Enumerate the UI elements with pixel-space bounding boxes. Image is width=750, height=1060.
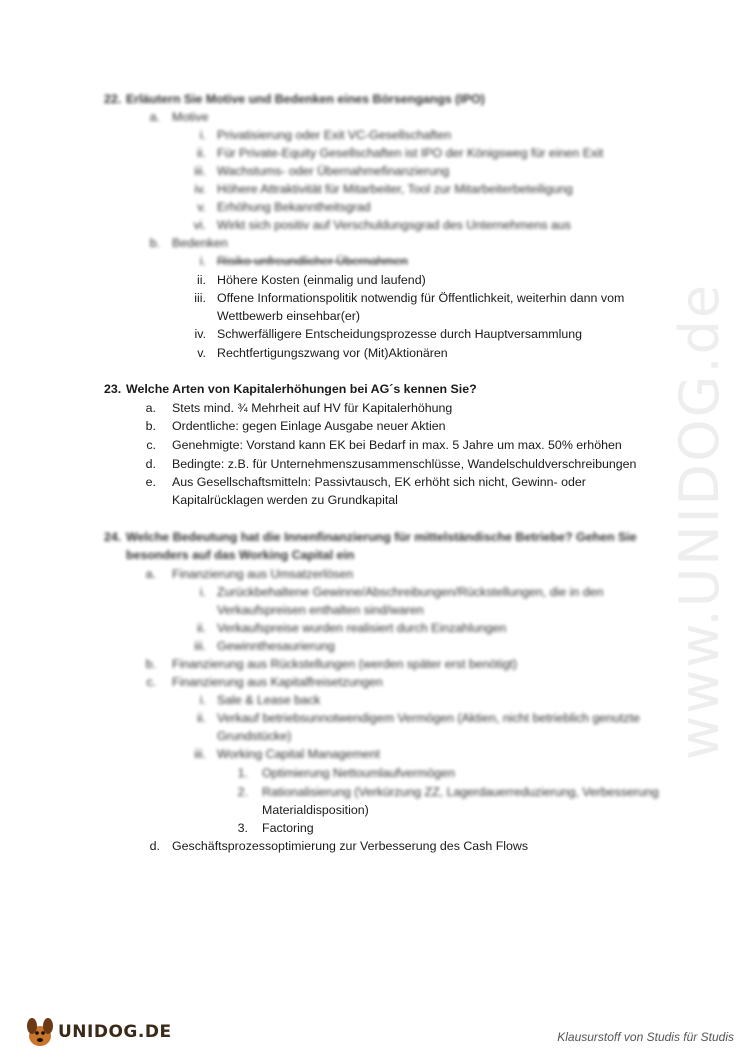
list-item-continuation: Wettbewerb einsehbar(er) <box>217 309 361 323</box>
list-item: Privatisierung oder Exit VC-Gesellschaften <box>217 128 452 142</box>
q22-number: 22. <box>104 92 122 106</box>
list-marker: a. <box>145 567 156 581</box>
list-item: Bedingte: z.B. für Unternehmenszusammenschlüsse, Wandelschuldverschreibungen <box>172 457 637 471</box>
unidog-logo <box>22 1012 172 1052</box>
list-marker: c. <box>146 675 156 689</box>
q22-a-label: Motive <box>172 110 209 124</box>
list-item: Finanzierung aus Umsatzerlösen <box>172 567 354 581</box>
list-item: Für Private-Equity Gesellschaften ist IPO der Königsweg für einen Exit <box>217 146 604 160</box>
list-item-continuation: Materialdisposition) <box>262 803 369 817</box>
list-item: Stets mind. ¾ Mehrheit auf HV für Kapitalerhöhung <box>172 401 453 415</box>
list-item-continuation: Verkaufspreisen enthalten sind/waren <box>217 603 424 617</box>
dog-icon <box>22 1012 58 1052</box>
list-marker: ii. <box>197 711 206 725</box>
list-item: Sale & Lease back <box>217 693 321 707</box>
q24-title: Welche Bedeutung hat die Innenfinanzierung für mittelständische Betriebe? Gehen Sie <box>126 530 637 544</box>
list-item: Verkaufspreise wurden realisiert durch Einzahlungen <box>217 621 507 635</box>
list-item: Factoring <box>262 821 314 835</box>
list-item: Finanzierung aus Rückstellungen (werden später erst benötigt) <box>172 657 518 671</box>
list-item: Höhere Attraktivität für Mitarbeiter, Tool zur Mitarbeiterbeteiligung <box>217 182 573 196</box>
list-item: Risiko unfreundlicher Übernahmen <box>217 254 408 268</box>
q23-number: 23. <box>104 382 122 396</box>
list-item: Verkauf betriebsunnotwendigem Vermögen (Aktien, nicht betrieblich genutzte <box>217 711 640 725</box>
list-marker: i. <box>199 128 206 142</box>
list-marker: d. <box>149 839 160 853</box>
list-marker: iv. <box>194 182 206 196</box>
list-item: Working Capital Management <box>217 747 380 761</box>
list-marker: ii. <box>197 273 206 287</box>
list-item: Erhöhung Bekanntheitsgrad <box>217 200 371 214</box>
list-item: Aus Gesellschaftsmitteln: Passivtausch, EK erhöht sich nicht, Gewinn- oder <box>172 475 586 489</box>
q22-b-label: Bedenken <box>172 236 228 250</box>
q22-b-marker: b. <box>149 236 160 250</box>
list-marker: iii. <box>194 164 206 178</box>
list-marker: a. <box>145 401 156 415</box>
list-marker: i. <box>199 693 206 707</box>
list-marker: 2. <box>237 785 248 799</box>
q22-a-marker: a. <box>149 110 160 124</box>
q22-title: Erläutern Sie Motive und Bedenken eines Börsengangs (IPO) <box>126 92 485 106</box>
list-item: Rechtfertigungszwang vor (Mit)Aktionären <box>217 346 448 360</box>
list-marker: i. <box>199 254 206 268</box>
list-item: Genehmigte: Vorstand kann EK bei Bedarf in max. 5 Jahre um max. 50% erhöhen <box>172 438 622 452</box>
list-marker: ii. <box>197 146 206 160</box>
list-item: Schwerfälligere Entscheidungsprozesse durch Hauptversammlung <box>217 327 583 341</box>
list-marker: iv. <box>194 327 206 341</box>
list-marker: 1. <box>237 766 248 780</box>
list-marker: iii. <box>194 639 206 653</box>
list-marker: b. <box>145 419 156 433</box>
list-marker: v. <box>197 200 206 214</box>
list-item: Höhere Kosten (einmalig und laufend) <box>217 273 426 287</box>
list-item: Offene Informationspolitik notwendig für Öffentlichkeit, weiterhin dann vom <box>217 291 625 305</box>
list-marker: vi. <box>193 218 206 232</box>
list-marker: c. <box>146 438 156 452</box>
list-item: Geschäftsprozessoptimierung zur Verbesserung des Cash Flows <box>172 839 529 853</box>
q24-title-continuation: besonders auf das Working Capital ein <box>126 548 355 562</box>
q23-title: Welche Arten von Kapitalerhöhungen bei AG´s kennen Sie? <box>126 382 477 396</box>
list-item: Gewinnthesaurierung <box>217 639 335 653</box>
list-item: Wirkt sich positiv auf Verschuldungsgrad des Unternehmens aus <box>217 218 571 232</box>
list-item: Wachstums- oder Übernahmefinanzierung <box>217 164 450 178</box>
list-item: Ordentliche: gegen Einlage Ausgabe neuer Aktien <box>172 419 446 433</box>
watermark: www.UNIDOG.de <box>668 282 731 760</box>
list-item-continuation: Grundstücke) <box>217 729 292 743</box>
list-marker: iii. <box>194 291 206 305</box>
list-item-continuation: Kapitalrücklagen werden zu Grundkapital <box>172 493 398 507</box>
list-marker: 3. <box>237 821 248 835</box>
list-item: Optimierung Nettoumlaufvermögen <box>262 766 455 780</box>
list-marker: v. <box>197 346 206 360</box>
q24-number: 24. <box>104 530 122 544</box>
list-item: Finanzierung aus Kapitalfreisetzungen <box>172 675 383 689</box>
footer-tagline: Klausurstoff von Studis für Studis <box>557 1030 734 1044</box>
list-item: Zurückbehaltene Gewinne/Abschreibungen/Rückstellungen, die in den <box>217 585 604 599</box>
list-marker: b. <box>145 657 156 671</box>
list-marker: d. <box>145 457 156 471</box>
list-item: Rationalisierung (Verkürzung ZZ, Lagerdauerreduzierung, Verbesserung <box>262 785 659 799</box>
list-marker: ii. <box>197 621 206 635</box>
logo-text: UNIDOG.DE <box>58 1022 172 1042</box>
list-marker: iii. <box>194 747 206 761</box>
list-marker: e. <box>145 475 156 489</box>
list-marker: i. <box>199 585 206 599</box>
